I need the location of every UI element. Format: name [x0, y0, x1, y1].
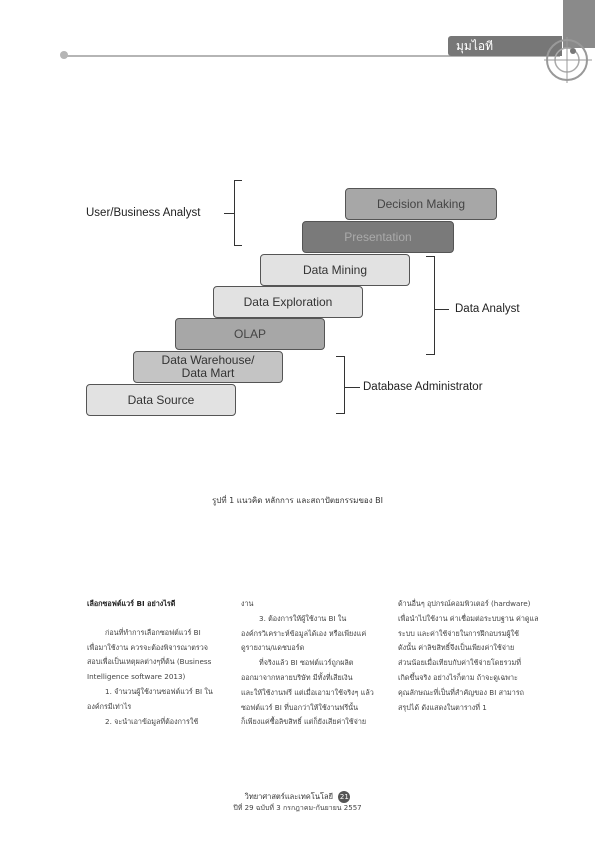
col3-line: เกิดขึ้นจริง อย่างไรก็ตาม ถ้าจะดูเฉพาะ [398, 672, 518, 682]
step-data-mining: Data Mining [260, 254, 410, 286]
role-user-business-analyst: User/Business Analyst [86, 207, 201, 219]
journal-name: วิทยาศาสตร์และเทคโนโลยี [244, 792, 333, 801]
col3-line: สรุปได้ ดังแสดงในตารางที่ 1 [398, 702, 487, 712]
analyst-bracket-tick [435, 309, 449, 310]
role-data-analyst: Data Analyst [455, 303, 520, 315]
footer-issue: ปีที่ 29 ฉบับที่ 3 กรกฎาคม-กันยายน 2557 [233, 804, 362, 812]
col3-line: ส่วนน้อยเมื่อเทียบกับค่าใช้จ่ายโดยรวมที่ [398, 658, 521, 668]
dba-bracket [336, 356, 345, 414]
dba-bracket-tick [345, 387, 360, 388]
col1-line: สอบเพื่อเป็นเหตุผลต่างๆที่ต้น (Business [87, 657, 212, 667]
col1-line: ก่อนที่ทำการเลือกซอฟต์แวร์ BI [105, 627, 201, 637]
user-bracket-tick [224, 213, 234, 214]
col3-line: ดังนั้น ค่าลิขสิทธิ์จึงเป็นเพียงค่าใช้จ่าย [398, 643, 515, 653]
article-column-2 [241, 597, 391, 730]
step-olap: OLAP [175, 318, 325, 350]
role-database-administrator: Database Administrator [363, 381, 483, 393]
step-presentation: Presentation [302, 221, 454, 253]
article-column-3 [398, 597, 548, 715]
step-decision-making: Decision Making [345, 188, 497, 220]
page-number: 21 [339, 793, 349, 801]
step-data-source: Data Source [86, 384, 236, 416]
col2-line: ออกมาจากหลายบริษัท มีทั้งที่เสียเงิน [241, 672, 353, 682]
target-logo-icon [543, 35, 593, 85]
article-column-1 [87, 597, 235, 729]
col1-line: เพื่อมาใช้งาน ควรจะต้องพิจารณาตรวจ [87, 642, 209, 652]
col2-line: ที่จริงแล้ว BI ซอฟต์แวร์ถูกผลิต [259, 658, 354, 668]
col2-line: ก็เพียงแค่ซื้อลิขสิทธิ์ แต่ก็ยังเสียค่าใช้จ่าย [241, 717, 367, 727]
col2-line: องค์กรวิเคราะห์ข้อมูลได้เอง หรือเพียงแค่ [241, 628, 367, 638]
col1-line: 2. จะนำเอาข้อมูลที่ต้องการใช้ [105, 716, 199, 726]
col2-line: 3. ต้องการให้ผู้ใช้งาน BI ใน [259, 613, 347, 623]
col2-line: และให้ใช้งานฟรี แต่เมื่อเอามาใช้จริงๆ แล้ว [241, 687, 374, 697]
col2-line: ดูรายงาน/แดชบอร์ด [241, 643, 305, 653]
col3-line: เพื่อนำไปใช้งาน ค่าเชื่อมต่อระบบฐาน ค่าดูแล [398, 613, 539, 623]
col3-line: คุณลักษณะที่เป็นที่สำคัญของ BI สามารถ [398, 687, 525, 697]
footer-journal [0, 791, 595, 803]
article-heading: เลือกซอฟต์แวร์ BI อย่างไรดี [87, 599, 176, 608]
figure-caption: รูปที่ 1 แนวคิด หลักการ และสถาปัตยกรรมของ BI [211, 496, 384, 505]
analyst-bracket [426, 256, 435, 355]
col2-line: งาน [241, 599, 254, 608]
col1-line: องค์กรมีเท่าไร [87, 701, 132, 711]
step-data-exploration: Data Exploration [213, 286, 363, 318]
col3-line: ด้านอื่นๆ อุปกรณ์คอมพิวเตอร์ (hardware) [398, 599, 531, 608]
col1-line: Intelligence software 2013) [87, 672, 186, 682]
col3-line: ระบบ และค่าใช้จ่ายในการฝึกอบรมผู้ใช้ [398, 628, 520, 638]
col2-line: ซอฟต์แวร์ BI ที่บอกว่าให้ใช้งานฟรีนั้น [241, 702, 359, 712]
section-label: มุมไอที [456, 39, 493, 53]
col1-line: 1. จำนวนผู้ใช้งานซอฟต์แวร์ BI ใน [105, 686, 213, 696]
user-bracket [234, 180, 242, 246]
step-data-warehouse: Data Warehouse/ Data Mart [133, 351, 283, 383]
